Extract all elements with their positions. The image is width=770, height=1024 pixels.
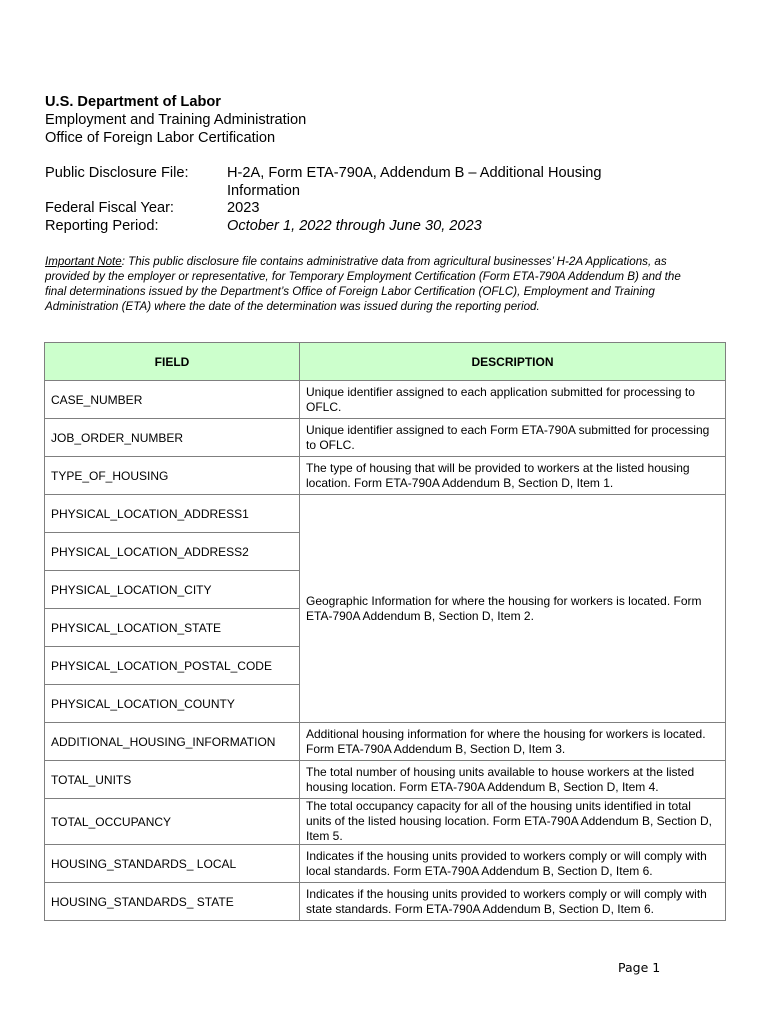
- department-name: U.S. Department of Labor: [45, 94, 221, 110]
- note-label: Important Note: [45, 255, 122, 268]
- field-description: The total number of housing units available to house workers at the listed housing location. Form ETA-790A Addendum B, Section D, Item 4.: [300, 761, 726, 799]
- table-row: [45, 495, 726, 533]
- table-row: [45, 845, 726, 883]
- field-description: The type of housing that will be provided to workers at the listed housing location. Form ETA-790A Addendum B, Section D, Item 1.: [300, 457, 726, 495]
- field-description: Additional housing information for where the housing for workers is located. Form ETA-790A Addendum B, Section D, Item 3.: [300, 723, 726, 761]
- field-name: TYPE_OF_HOUSING: [45, 457, 300, 495]
- year-label: Federal Fiscal Year:: [45, 200, 174, 216]
- field-name: TOTAL_OCCUPANCY: [45, 799, 300, 845]
- field-description: Geographic Information for where the housing for workers is located. Form ETA-790A Addendum B, Section D, Item 2.: [300, 495, 726, 723]
- field-name: ADDITIONAL_HOUSING_INFORMATION: [45, 723, 300, 761]
- field-name: TOTAL_UNITS: [45, 761, 300, 799]
- field-description: Unique identifier assigned to each Form ETA-790A submitted for processing to OFLC.: [300, 419, 726, 457]
- year-value: 2023: [227, 200, 260, 216]
- field-definitions-table: [44, 342, 726, 921]
- file-metadata: [45, 165, 647, 235]
- table-row: [45, 457, 726, 495]
- file-value: H-2A, Form ETA-790A, Addendum B – Additional Housing Information: [227, 165, 602, 199]
- table-row: [45, 723, 726, 761]
- file-label: Public Disclosure File:: [45, 165, 189, 181]
- office-name: Office of Foreign Labor Certification: [45, 130, 276, 146]
- period-value: October 1, 2022 through June 30, 2023: [227, 217, 482, 234]
- field-name: HOUSING_STANDARDS_ STATE: [45, 883, 300, 921]
- field-name: PHYSICAL_LOCATION_CITY: [45, 571, 300, 609]
- agency-header: [45, 93, 306, 147]
- field-description: Indicates if the housing units provided to workers comply or will comply with state standards. Form ETA-790A Addendum B, Section D, Item 6.: [300, 883, 726, 921]
- field-name: PHYSICAL_LOCATION_ADDRESS1: [45, 495, 300, 533]
- period-row: [45, 218, 647, 236]
- field-description: Indicates if the housing units provided to workers comply or will comply with local standards. Form ETA-790A Addendum B, Section D, Item 6.: [300, 845, 726, 883]
- year-row: [45, 200, 647, 218]
- field-name: PHYSICAL_LOCATION_POSTAL_CODE: [45, 647, 300, 685]
- table-row: [45, 761, 726, 799]
- field-name: HOUSING_STANDARDS_ LOCAL: [45, 845, 300, 883]
- table-row: [45, 883, 726, 921]
- field-name: CASE_NUMBER: [45, 381, 300, 419]
- period-label: Reporting Period:: [45, 217, 159, 234]
- table-row: [45, 381, 726, 419]
- field-name: JOB_ORDER_NUMBER: [45, 419, 300, 457]
- file-row: [45, 165, 647, 200]
- important-note: [45, 254, 685, 314]
- field-description: Unique identifier assigned to each application submitted for processing to OFLC.: [300, 381, 726, 419]
- administration-name: Employment and Training Administration: [45, 112, 307, 128]
- field-name: PHYSICAL_LOCATION_ADDRESS2: [45, 533, 300, 571]
- page-number: Page 1: [618, 960, 661, 975]
- field-name: PHYSICAL_LOCATION_STATE: [45, 609, 300, 647]
- column-header-field: FIELD: [45, 343, 300, 381]
- field-description: The total occupancy capacity for all of the housing units identified in total units of the listed housing location. Form ETA-790A Addendum B, Section D, Item 5.: [300, 799, 726, 845]
- table-row: [45, 799, 726, 845]
- column-header-description: DESCRIPTION: [300, 343, 726, 381]
- note-text: : This public disclosure file contains administrative data from agricultural businesses’ H-2A Applications, as provided by the employer or representative, for Temporary Employment Certification (Form ETA-790A Addendum B) and the final determinations issued by the Department’s Office of Foreign Labor Certification (OFLC), Employment and Training Administration (ETA) where the date of the determination was issued during the reporting period.: [45, 255, 681, 313]
- table-row: [45, 419, 726, 457]
- table-header-row: [45, 343, 726, 381]
- field-name: PHYSICAL_LOCATION_COUNTY: [45, 685, 300, 723]
